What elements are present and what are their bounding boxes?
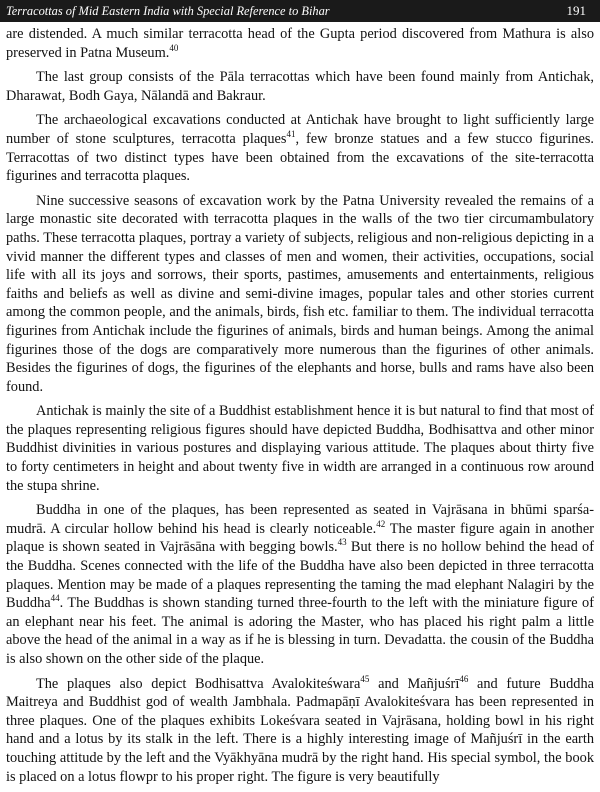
body-text	[6, 25, 594, 792]
paragraph-2: The last group consists of the Pāla terracottas which have been found mainly from Antichak, Dharawat, Bodh Gaya, Nālandā and Bakraur.	[6, 69, 594, 104]
book-title: Terracottas of Mid Eastern India with Special Reference to Bihar	[6, 3, 330, 18]
footnote-ref-43: 43	[337, 537, 347, 548]
footnote-ref-46: 46	[459, 673, 469, 684]
running-header	[0, 0, 600, 22]
footnote-ref-45: 45	[360, 673, 370, 684]
paragraph-4: Nine successive seasons of excavation work by the Patna University revealed the remains of a large monastic site decorated with terracotta plaques in the walls of the two tier circumambulatory paths. These terracotta plaques, portray a variety of subjects, religious and non-religious depicting in a vivid manner the different types and classes of men and women, their activities, occupations, social life with all its joys and sorrows, their sports, pastimes, amusements and entertainments, religious faiths and beliefs as well as divine and semi-divine images, popular tales and other stories current among the common people, and the animals, birds, fish etc. familiar to them. The individual terracotta figurines from Antichak include the figurines of animals, birds and human beings. Among the animal figurines those of the dogs are comparatively more numerous than the figurines of other animals. Besides the figurines of dogs, the figurines of the elephants and horse, bulls and rams have also been found.	[6, 192, 594, 395]
paragraph-7: The plaques also depict Bodhisattva Avalokiteśwara$^{45}$ and Mañjuśrī$^{46}$ and future Buddha Maitreya and Buddhist god of wealth Jambhala. Padmapāṇī Avalokiteśvara has been represented in three plaques. One of the plaques exhibits Lokeśvara seated in Vajrāsana, holding bowl in his right hand and a lotus by its stalk in the left. There is a highly interesting image of Mañjuśrī in the earth touching attitude by the left and the Vyākhyāna mudrā by the right hand. His special symbol, the book is placed on a lotus flowpr to his proper right. The figure is very beautifully	[6, 673, 594, 785]
footnote-ref-40: 40	[169, 42, 179, 53]
paragraph-5: Antichak is mainly the site of a Buddhist establishment hence it is but natural to find that most of the plaques representing religious figures should have depicted Buddha, Bodhisattva and other minor Buddhist divinities in various postures and displaying various attitude. The plaques about thirty five to forty centimeters in height and about twenty five in width are arranged in a continuous row around the stupa shrine.	[6, 403, 594, 494]
footnote-ref-44: 44	[50, 593, 60, 604]
footnote-ref-41: 41	[286, 129, 296, 140]
paragraph-1: are distended. A much similar terracotta head of the Gupta period discovered from Mathura is also preserved in Patna Museum.$^{40}$	[6, 26, 594, 61]
footnote-ref-42: 42	[376, 519, 386, 530]
page-number: 191	[566, 3, 586, 18]
paragraph-6: Buddha in one of the plaques, has been represented as seated in Vajrāsana in bhūmi sparśa-mudrā. A circular hollow behind his head is clearly noticeable.$^{42}$ The master figure again in another plaque is shown seated in Vajrāsāna with begging bowls.$^{43}$ But there is no hollow behind the head of the Buddha. Scenes connected with the life of the Buddha have also been depicted in three terracotta plaques. Mention may be made of a plaques representing the taming the mad elephant Nalagiri by the Buddha$^{44}$. The Buddhas is shown standing turned three-fourth to the left with the miniature figure of an elephant near his feet. The animal is adoring the Master, who has placed his right palm a little above the head of the animal in a way as if he is blessing in turn. Devadatta. the cousin of the Buddha is also shown on the other side of the plaque.	[6, 502, 594, 667]
paragraph-3: The archaeological excavations conducted at Antichak have brought to light sufficiently large number of stone sculptures, terracotta plaques$^{41}$, few bronze statues and a few stucco figurines. Terracottas of two distinct types have been obtained from the excavations of the site-terracotta figurines and terracotta plaques.	[6, 112, 594, 185]
